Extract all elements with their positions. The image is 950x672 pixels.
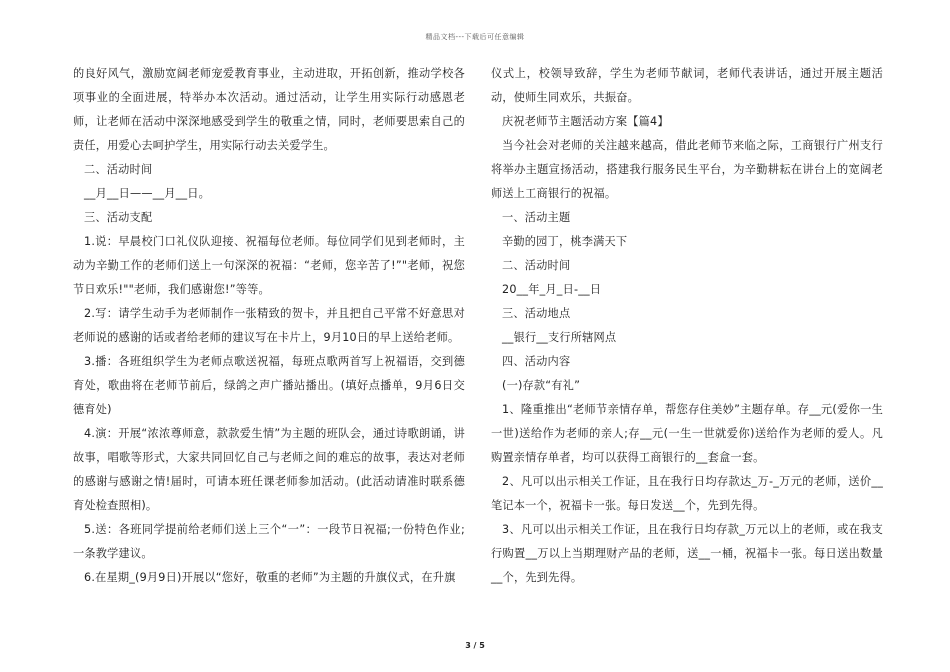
- paragraph: 仪式上，校领导致辞，学生为老师节献词，老师代表讲话，通过开展主题活动，使师生同欢乐，共振奋。: [491, 67, 883, 104]
- paragraph: 辛勤的园丁，桃李满天下: [502, 235, 628, 248]
- paragraph: 2、凡可以出示相关工作证，且在我行日均存款达_万-_万元的老师，送价__笔记本一个，祝福卡一张。每日发送__个，先到先得。: [491, 475, 883, 512]
- paragraph: 1、隆重推出“老师节亲情存单，帮您存住美妙”主题存单。存__元(爱你一生一世)送给作为老师的亲人;存__元(一生一世就爱你)送给作为老师的爱人。凡购置亲情存单者，均可以获得工商银行的__套盒一套。: [491, 403, 883, 464]
- right-column: [491, 62, 883, 590]
- paragraph: 3、凡可以出示相关工作证，且在我行日均存款_万元以上的老师，或在我支行购置__万以上当期理财产品的老师，送__一桶，祝福卡一张。每日送出数量__个，先到先得。: [491, 523, 883, 584]
- paragraph: 3.播：各班组织学生为老师点歌送祝福，每班点歌两首写上祝福语，交到德育处，歌曲将在老师节前后，绿鸽之声广播站播出。(填好点播单，9月6日交德育处): [73, 355, 465, 416]
- paragraph: (一)存款“有礼”: [502, 379, 581, 392]
- paragraph: 4.演：开展“浓浓尊师意，款款爱生情”为主题的班队会，通过诗歌朗诵，讲故事，唱歌等形式，大家共同回忆自己与老师之间的难忘的故事，表达对老师的感谢与感谢之情!届时，可请本班任课老师参加活动。(此活动请准时联系德育处检查照相)。: [73, 427, 465, 512]
- paragraph: 6.在星期_(9月9日)开展以“您好，敬重的老师”为主题的升旗仪式，在升旗: [84, 571, 456, 584]
- paragraph: __银行__支行所辖网点: [502, 331, 617, 344]
- paragraph: 5.送：各班同学提前给老师们送上三个“一”：一段节日祝福;一份特色作业;一条教学建议。: [73, 523, 465, 560]
- paragraph: 庆祝老师节主题活动方案【篇4】: [502, 115, 669, 128]
- paragraph: 四、活动内容: [502, 355, 571, 368]
- paragraph: 二、活动时间: [84, 163, 153, 176]
- left-column: [73, 62, 465, 590]
- paragraph: 当今社会对老师的关注越来越高，借此老师节来临之际，工商银行广州支行将举办主题宣扬活动，搭建我行服务民生平台，为辛勤耕耘在讲台上的宽阔老师送上工商银行的祝福。: [491, 139, 883, 200]
- page-number: 3 / 5: [465, 641, 485, 650]
- paragraph: 三、活动地点: [502, 307, 571, 320]
- paragraph: 的良好风气，激励宽阔老师宠爱教育事业，主动进取，开拓创新，推动学校各项事业的全面进展，特举办本次活动。通过活动，让学生用实际行动感恩老师，让老师在活动中深深地感受到学生的敬重之情，同时，老师要思索自己的责任，用爱心去呵护学生，用实际行动去关爱学生。: [73, 67, 465, 152]
- paragraph: 一、活动主题: [502, 211, 571, 224]
- paragraph: __月__日——__月__日。: [84, 187, 211, 200]
- paragraph: 2.写：请学生动手为老师制作一张精致的贺卡，并且把自己平常不好意思对老师说的感谢的话或者给老师的建议写在卡片上，9月10日的早上送给老师。: [73, 307, 465, 344]
- paragraph: 二、活动时间: [502, 259, 571, 272]
- paragraph: 20__年_月_日-__日: [502, 283, 602, 296]
- paragraph: 三、活动支配: [84, 211, 153, 224]
- paragraph: 1.说：早晨校门口礼仪队迎接、祝福每位老师。每位同学们见到老师时，主动为辛勤工作的老师们送上一句深深的祝福：“老师，您辛苦了!”"老师，祝您节日欢乐!""老师，我们感谢您!”等等。: [73, 235, 465, 296]
- page-header: 精品文档---下载后可任意编辑: [425, 33, 525, 41]
